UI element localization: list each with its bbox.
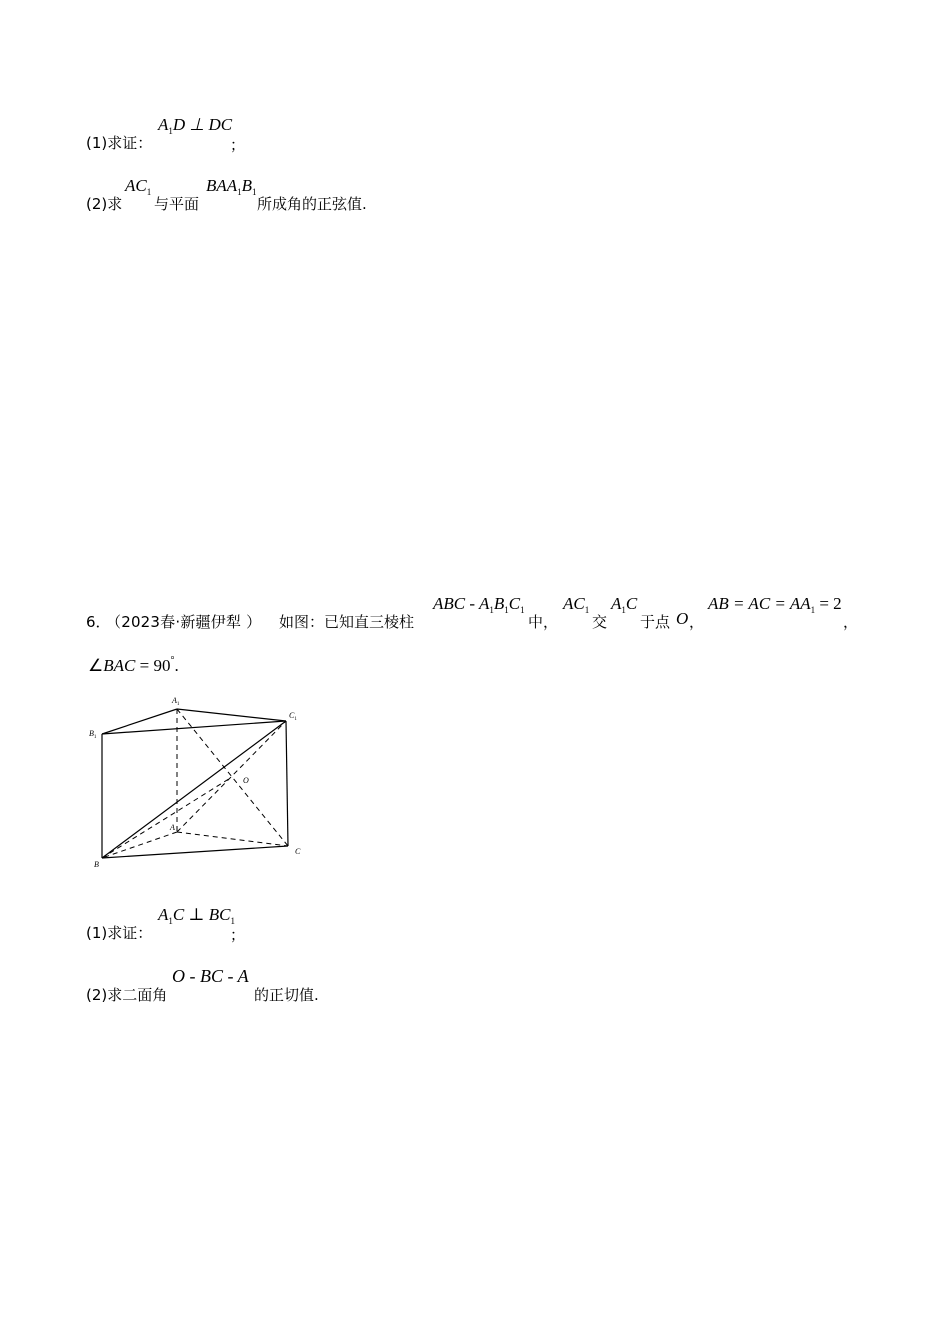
p6-yudian: 于点 [640,613,671,631]
label-b1: $B_1$ [89,729,97,740]
p6-point-o: O [676,609,689,628]
edge-b1-c1 [102,721,286,734]
label-b: B [94,860,99,869]
p6-a1c: $A_1C$ [611,594,638,615]
p6-part1-expr: $A_1C$ ⊥ $BC_1$ [158,905,235,926]
p6-part2-prefix: (2)求二面角 [86,986,168,1004]
p6-part2-expr: O - BC - A [172,966,249,986]
edge-b-c1 [102,721,286,858]
label-a1: $A_1$ [172,696,180,707]
p6-part1-end: ； [230,926,246,944]
p6-comma2: ， [843,613,859,631]
p6-jiao: 交 [592,613,608,631]
edge-a-c [177,832,288,846]
p6-angle: ∠BAC = 90°. [88,655,179,675]
p5-part1-expr: $A_1D$ ⊥ DC [158,115,233,136]
p5-part2-mid: 与平面 [154,195,200,213]
diag-a-c1 [177,721,286,832]
p6-number: 6． [86,613,111,631]
p6-zhong: 中， [528,613,559,631]
p6-comma1: ， [689,613,705,631]
label-c: C [295,847,301,856]
p6-part2-end: 的正切值. [254,986,319,1004]
p5-part2-expr2: $BAA_1B_1$ [206,176,257,197]
diag-a1-c [177,709,288,846]
label-a: A [170,823,175,832]
p6-part1-prefix: (1)求证： [86,924,153,942]
p6-eq: AB = AC = $AA_1 = 2$ [708,594,842,615]
label-c1: $C_1$ [289,711,297,722]
p5-part1-prefix: (1)求证： [86,134,153,152]
prism-figure [80,690,320,880]
edge-c1-c [286,721,288,846]
edge-b1-a1 [102,709,177,734]
p6-ac1: $AC_1$ [563,594,590,615]
edge-a1-c1 [177,709,286,721]
p6-intro: 如图：已知直三棱柱 [279,613,415,631]
p5-part2-expr1: $AC_1$ [125,176,152,197]
p5-part2-end: 所成角的正弦值. [257,195,367,213]
p5-part1 [86,132,152,153]
label-o: O [243,776,249,785]
p5-part2-prefix: (2)求 [86,195,123,213]
seg-b-o [102,777,232,858]
p6-prism-expr: ABC - $A_1B_1C_1$ [433,594,525,615]
p5-part1-end: ； [230,136,246,154]
p6-source: （2023春·新疆伊犁 ） [106,613,262,631]
